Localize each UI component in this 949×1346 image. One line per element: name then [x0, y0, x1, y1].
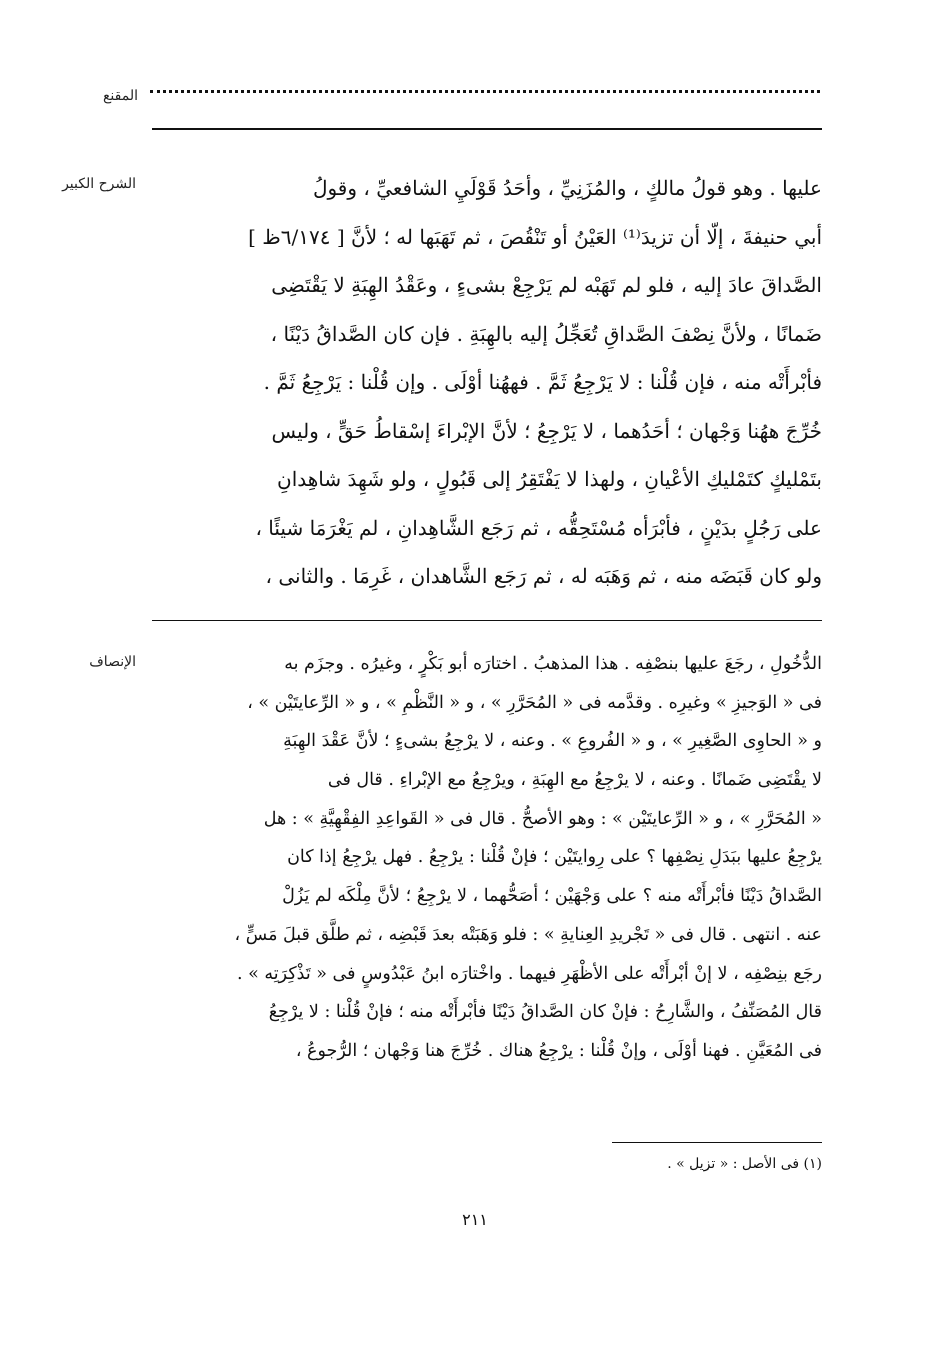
text-line: و « الحاوِى الصَّغِيرِ » ، و « الفُروعِ » . وعنه ، لا يرْجِعُ بشىءٍ ؛ لأنَّ عَقْدَ الهِبَةِ [283, 731, 822, 752]
text-line: يرْجِعُ عليها ببَدَلِ نِصْفِها ؟ على رِوايتَيْن ؛ فإنْ قُلْنا : يرْجِعُ . فهل يرْجِعُ إذا كان [287, 847, 822, 868]
section-divider [152, 620, 822, 621]
insaf-section-label: الإنصاف [89, 654, 136, 670]
text-line: قال المُصَنِّفُ ، والشَّارِحُ : فإنْ كان الصَّداقُ دَيْنًا فأبْرأَتْه منه ؛ فإنْ قُلْنا : لا يرْجِعُ [268, 1002, 822, 1023]
text-line: الدُّخُولِ ، رجَعَ عليها بنصْفِه . هذا المذهبُ . اختارَه أبو بَكْرٍ ، وغيرُه . وجزَم به [284, 654, 822, 674]
page-number: ٢١١ [462, 1210, 488, 1229]
text-line: « المُحَرَّرِ » ، و « الرِّعايتَيْن » : وهو الأصحُّ . قال فى « القَواعِدِ الفِقْهِيَّةِ » : هل [263, 808, 822, 829]
text-line: على رَجُلٍ بدَيْنٍ ، فأبْرَأه مُسْتَحِقُّه ، ثم رَجَع الشَّاهِدانِ ، لم يَغْرَمَا شيئًا ، [255, 515, 822, 540]
text-line: عليها . وهو قولُ مالكٍ ، والمُزَنِيِّ ، وأحَدُ قَوْلَيِ الشافعيِّ ، وقولُ [312, 176, 822, 200]
text-line: الصَّداقُ دَيْنًا فأبْرأَتْه منه ؟ على وَجْهَيْن ؛ أصَحُّهما ، لا يرْجِعُ ؛ لأنَّ مِلْكَه لم يَزُلْ [282, 886, 822, 907]
text-line: بتَمْليكٍ كتَمْليكِ الأعْيانِ ، ولهذا لا يَفْتَقِرُ إلى قَبُولٍ ، ولو شَهِدَ شاهِدانِ [277, 467, 822, 491]
text-line: رجَع بنِصْفِه ، لا إنْ أبْرأَتْه على الأظْهَرِ فيهما . واخْتارَه ابنُ عَبْدُوسٍ فى « تَذْكِرَتِه » . [237, 963, 822, 984]
text-line: ضَمانًا ، ولأنَّ نِصْفَ الصَّداقِ تُعَجِّلُ إليه بالهِبَةِ . فإن كان الصَّداقُ دَيْنًا ، [270, 321, 822, 346]
insaf-text-block [152, 645, 822, 1071]
text-line: أبي حنيفةَ ، إلّا أن تزيدَ⁽¹⁾ العَيْنُ أو تَنْقُصَ ، ثم تَهَبَها له ؛ لأنَّ [ ٦/١٧٤ظ ] [248, 224, 822, 249]
sharh-section-label: الشرح الكبير [62, 176, 136, 192]
text-line: ولو كان قَبَضَه منه ، ثم وَهَبَه له ، ثم رَجَع الشَّاهدان ، غَرِمَا . والثانى ، [265, 564, 822, 588]
text-line: عنه . انتهى . قال فى « تَجْريدِ العِنايةِ » : فلو وَهَبَتْه بعدَ قَبْضِه ، ثم طلَّق قبلَ مَسٍّ ، [234, 924, 822, 945]
footnote-divider [612, 1142, 822, 1143]
text-line: الصَّداقَ عادَ إليه ، فلو لم تَهَبْه لم يَرْجِعْ بشىءٍ ، وعَقْدُ الهِبَةِ لا يَقْتَضِى [271, 273, 822, 297]
text-line: خُرِّجَ ههُنا وَجْهان ؛ أحَدُهما ، لا يَرْجِعُ ؛ لأنَّ الإبْراءَ إسْقاطُ حَقٍّ ، وليس [271, 418, 822, 443]
header-dotted-line [150, 90, 820, 103]
text-line: فى « الوَجيزِ » وغيرِه . وقدَّمه فى « المُحَرَّرِ » ، و « النَّظْمِ » ، و « الرِّعايتَيْن » ، [247, 692, 822, 713]
text-line: فأبْرأَتْه منه ، فإن قُلْنا : لا يَرْجِعُ ثَمَّ . فههُنا أوْلَى . وإن قُلْنا : يَرْجِعُ ثَمَّ . [263, 370, 822, 394]
text-line: لا يقْتَضِى ضَمانًا . وعنه ، لا يرْجِعُ مع الهِبَةِ ، ويرْجِعُ مع الإبْراءِ . قال فى [327, 770, 822, 791]
text-line: فى المُعَيَّنِ . فهنا أوْلَى ، وإنْ قُلْنا : يرْجِعُ هناك . خُرِّجَ هنا وَجْهان ؛ الرُّجوعُ ، [295, 1040, 822, 1061]
sharh-text-block [152, 164, 822, 601]
header-rule [152, 128, 822, 130]
footnote: (١) فى الأصل : « تزيل » . [667, 1156, 822, 1172]
book-title: المقنع [102, 88, 138, 104]
